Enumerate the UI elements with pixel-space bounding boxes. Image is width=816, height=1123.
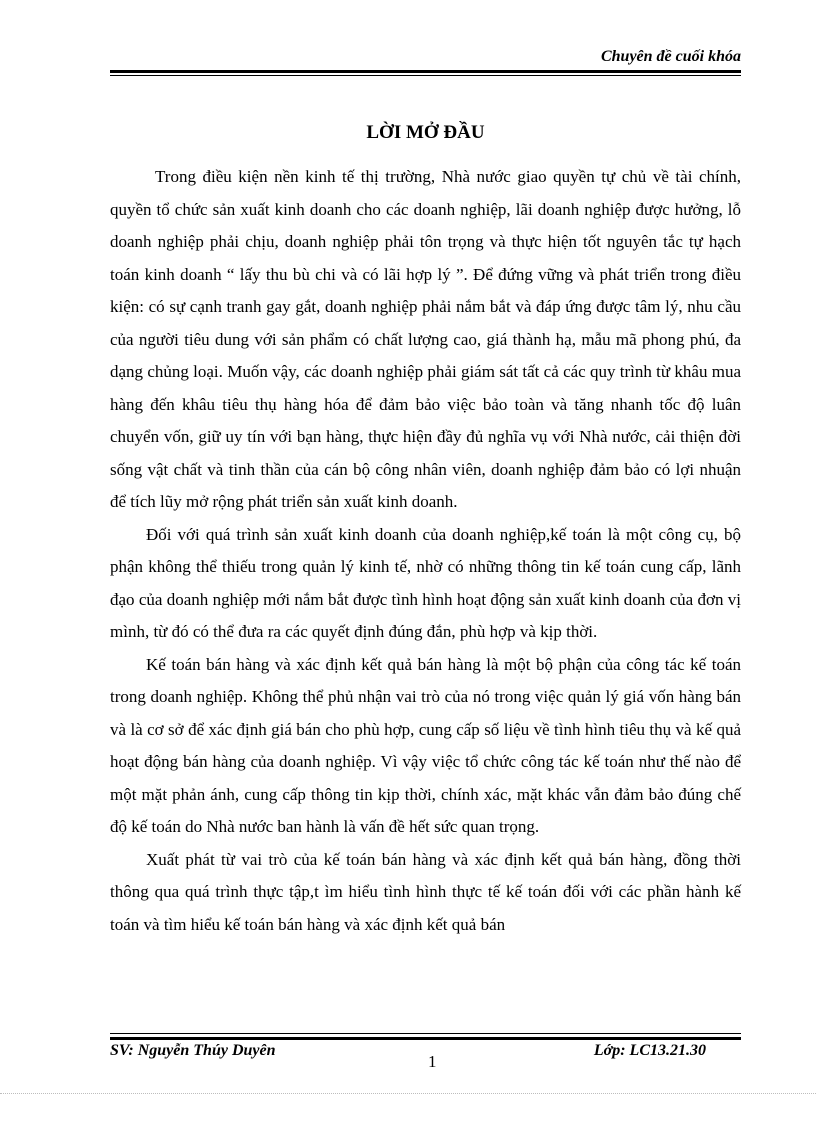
document-body xyxy=(110,161,741,941)
footer-class-label: Lớp: LC13.21.30 xyxy=(593,1042,706,1059)
paragraph-3: Kế toán bán hàng và xác định kết quả bán hàng là một bộ phận của công tác kế toán trong doanh nghiệp. Không thể phủ nhận vai trò của nó trong việc quản lý giá vốn hàng bán và là cơ sở để xác định giá bán cho phù hợp, cung cấp số liệu về tình hình tiêu thụ và kế quả hoạt động bán hàng của doanh nghiệp. Vì vậy việc tổ chức công tác kế toán như thế nào để một mặt phản ánh, cung cấp thông tin kịp thời, chính xác, mặt khác vẫn đảm bảo đúng chế độ kế toán do Nhà nước ban hành là vấn đề hết sức quan trọng. xyxy=(110,654,741,836)
paragraph-4: Xuất phát từ vai trò của kế toán bán hàng và xác định kết quả bán hàng, đồng thời thông qua quá trình thực tập,t ìm hiểu tình hình thực tế kế toán đối với các phần hành kế toán và tìm hiểu kế toán bán hàng và xác định kết quả bán xyxy=(110,849,741,934)
header-rule-thick xyxy=(110,70,741,73)
document-heading: LỜI MỞ ĐẦU xyxy=(366,122,485,143)
paragraph-1: Trong điều kiện nền kinh tế thị trường, Nhà nước giao quyền tự chủ về tài chính, quyền tổ chức sản xuất kinh doanh cho các doanh nghiệp, lãi doanh nghiệp được hưởng, lỗ doanh nghiệp phải chịu, doanh nghiệp phải tôn trọng và thực hiện tốt nguyên tắc tự hạch toán kinh doanh “ lấy thu bù chi và có lãi hợp lý ”. Để đứng vững và phát triển trong điều kiện: có sự cạnh tranh gay gắt, doanh nghiệp phải nắm bắt và đáp ứng được tâm lý, nhu cầu của người tiêu dung với sản phẩm có chất lượng cao, giá thành hạ, mẫu mã phong phú, đa dạng chủng loại. Muốn vậy, các doanh nghiệp phải giám sát tất cả các quy trình từ khâu mua hàng đến khâu tiêu thụ hàng hóa để đảm bảo việc bảo toàn và tăng nhanh tốc độ luân chuyển vốn, giữ uy tín với bạn hàng, thực hiện đầy đủ nghĩa vụ với Nhà nước, cải thiện đời sống vật chất và tinh thần của cán bộ công nhân viên, doanh nghiệp đảm bảo có lợi nhuận để tích lũy mở rộng phát triển sản xuất kinh doanh. xyxy=(110,167,741,511)
footer-student-name: SV: Nguyễn Thúy Duyên xyxy=(110,1042,276,1059)
paragraph-2: Đối với quá trình sản xuất kinh doanh của doanh nghiệp,kế toán là một công cụ, bộ phận không thể thiếu trong quản lý kinh tế, nhờ có những thông tin kế toán cung cấp, lãnh đạo của doanh nghiệp mới nắm bắt được tình hình hoạt động sản xuất kinh doanh của đơn vị mình, từ đó có thể đưa ra các quyết định đúng đắn, phù hợp và kịp thời. xyxy=(110,524,741,641)
header-rule-thin xyxy=(110,75,741,76)
footer-rule-thick xyxy=(110,1037,741,1040)
header-title: Chuyên đề cuối khóa xyxy=(600,48,741,65)
page-number: 1 xyxy=(428,1052,437,1071)
footer-rule-thin xyxy=(110,1033,741,1034)
footer-row xyxy=(110,1042,741,1066)
page-bottom-edge xyxy=(0,1093,816,1094)
